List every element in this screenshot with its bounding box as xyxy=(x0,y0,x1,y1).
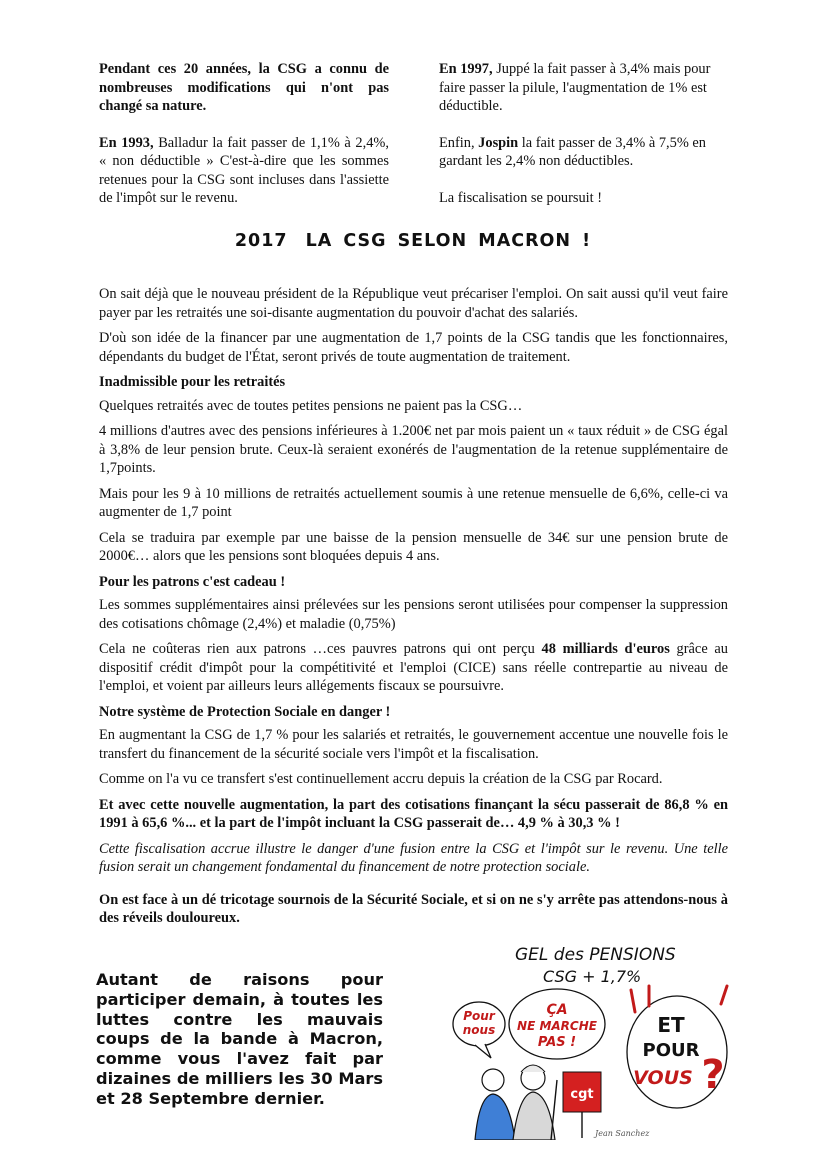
page-title xyxy=(0,231,826,251)
body-paragraph-13: On est face à un dé tricotage sournois de la Sécurité Sociale, et si on ne s'y arrête pas attendons-nous à des réveils douloureux. xyxy=(99,891,728,926)
text-1993: Balladur la fait passer de 1,1% à 2,4%, « non déductible » C'est-à-dire que les sommes retenues pour la CSG sont incluses dans l'assiette de l'impôt sur le revenu. xyxy=(99,134,389,206)
p8-start: Cela ne coûteras rien aux patrons …ces pauvres patrons qui ont perçu xyxy=(99,641,542,657)
bubble-mid-line-3: PAS ! xyxy=(537,1035,577,1050)
artist-signature: Jean Sanchez xyxy=(595,1129,650,1138)
bubble-mid-line-1: ÇA xyxy=(546,1002,568,1018)
protest-cartoon xyxy=(445,940,735,1140)
bubble-right-line-1: ET xyxy=(657,1013,685,1037)
title-text: LA CSG SELON MACRON ! xyxy=(305,231,592,251)
jospin-prefix: Enfin, xyxy=(439,134,479,151)
body-paragraph-7: Les sommes supplémentaires ainsi prélevées sur les pensions seront utilisées pour compenser la suppression des cotisations chômage (2,4%) et maladie (0,75%) xyxy=(99,597,728,632)
left-column xyxy=(99,60,389,226)
right-column xyxy=(439,60,729,225)
jospin-text: la fait passer de 3,4% à 7,5% en gardant les 2,4% non déductibles. xyxy=(439,134,706,169)
cgt-logo-text: cgt xyxy=(570,1087,594,1102)
paragraph-jospin xyxy=(439,134,729,171)
body-paragraph-1: On sait déjà que le nouveau président de la République veut précariser l'emploi. On sait aussi qu'il veut faire payer par les retraités une soi-disante augmentation du pouvoir d'achat des salariés. xyxy=(99,286,728,321)
body-paragraph-2: D'où son idée de la financer par une augmentation de 1,7 points de la CSG tandis que les fonctionnaires, dépendants du budget de l'État, seront privés de toute augmentation de traitement. xyxy=(99,330,728,365)
question-mark-icon: ? xyxy=(701,1052,725,1098)
year-1997: En 1997, xyxy=(439,61,493,77)
text-1997: Juppé la fait passer à 3,4% mais pour faire passer la pilule, l'augmentation de 1% est déductible. xyxy=(439,61,711,114)
bubble-right-line-2: POUR xyxy=(642,1040,700,1061)
body-paragraph-5: Mais pour les 9 à 10 millions de retraités actuellement soumis à une retenue mensuelle de 6,6%, celle-ci va augmenter de 1,7 point xyxy=(99,485,728,520)
paragraph-1993 xyxy=(99,134,389,208)
body-paragraph-10: Comme on l'a vu ce transfert s'est continuellement accru depuis la création de la CSG par Rocard. xyxy=(99,771,663,787)
year-1993: En 1993, xyxy=(99,134,154,151)
body-paragraph-6: Cela se traduira par exemple par une baisse de la pension mensuelle de 34€ sur une pension brute de 2000€… alors que les pensions sont bloquées depuis 4 ans. xyxy=(99,529,728,564)
body-paragraph-3: Quelques retraités avec de toutes petites pensions ne paient pas la CSG… xyxy=(99,397,523,414)
bubble-mid-line-2: NE MARCHE xyxy=(517,1019,597,1033)
heading-protection-sociale: Notre système de Protection Sociale en danger ! xyxy=(99,703,391,720)
body-paragraph-4: 4 millions d'autres avec des pensions inférieures à 1.200€ net par mois paient un « taux réduit » de CSG égal à 3,8% de leur pension brute. Ceux-là seraient exonérés de l'augmentation de la retenue supplémentaire de 1,7points. xyxy=(99,423,728,476)
speech-bubble-left-tail xyxy=(475,1044,491,1058)
main-article xyxy=(99,285,728,933)
body-paragraph-12: Cette fiscalisation accrue illustre le danger d'une fusion entre la CSG et l'impôt sur le revenu. Une telle fusion serait un changement fondamental du financement de notre protection sociale. xyxy=(99,840,728,875)
p8-end: grâce au dispositif crédit d'impôt pour la compétitivité et l'emploi (CICE) sans réelle contrepartie au niveau de l'emploi, et voient par ailleurs leurs allégements fiscaux se poursuivre. xyxy=(99,641,728,694)
body-paragraph-9: En augmentant la CSG de 1,7 % pour les salariés et retraités, le gouvernement accentue une nouvelle fois le transfert du financement de la sécurité sociale vers l'impôt et la fiscalisation. xyxy=(99,727,728,762)
bubble-right-line-3: VOUS xyxy=(633,1067,693,1089)
body-paragraph-8 xyxy=(99,640,728,696)
heading-retraites: Inadmissible pour les retraités xyxy=(99,374,286,390)
closing-call-to-action: Autant de raisons pour participer demain, à toutes les luttes contre les mauvais coups de la bande à Macron, comme vous l'avez fait par dizaines de milliers les 30 Mars et 28 Septembre dernier. xyxy=(96,970,383,1108)
p8-amount: 48 milliards d'euros xyxy=(541,641,670,657)
cartoon-headline-2: CSG + 1,7% xyxy=(543,967,642,986)
paragraph-1997 xyxy=(439,60,729,116)
jospin-name: Jospin xyxy=(478,134,519,151)
heading-patrons: Pour les patrons c'est cadeau ! xyxy=(99,573,286,590)
fiscalisation-line: La fiscalisation se poursuit ! xyxy=(439,189,603,206)
protesters-illustration xyxy=(475,1065,557,1140)
title-year: 2017 xyxy=(234,231,288,251)
intro-paragraph: Pendant ces 20 années, la CSG a connu de nombreuses modifications qui n'ont pas changé sa nature. xyxy=(99,61,389,114)
body-paragraph-11: Et avec cette nouvelle augmentation, la part des cotisations finançant la sécu passerait de 86,8 % en 1991 à 65,6 %... et la part de l'impôt incluant la CSG passerait de… 4,9 % à 30,3 % ! xyxy=(99,796,728,831)
cartoon-headline-1: GEL des PENSIONS xyxy=(515,945,676,965)
bubble-left-line-1: Pour xyxy=(463,1009,495,1023)
bubble-left-line-2: nous xyxy=(462,1023,496,1037)
